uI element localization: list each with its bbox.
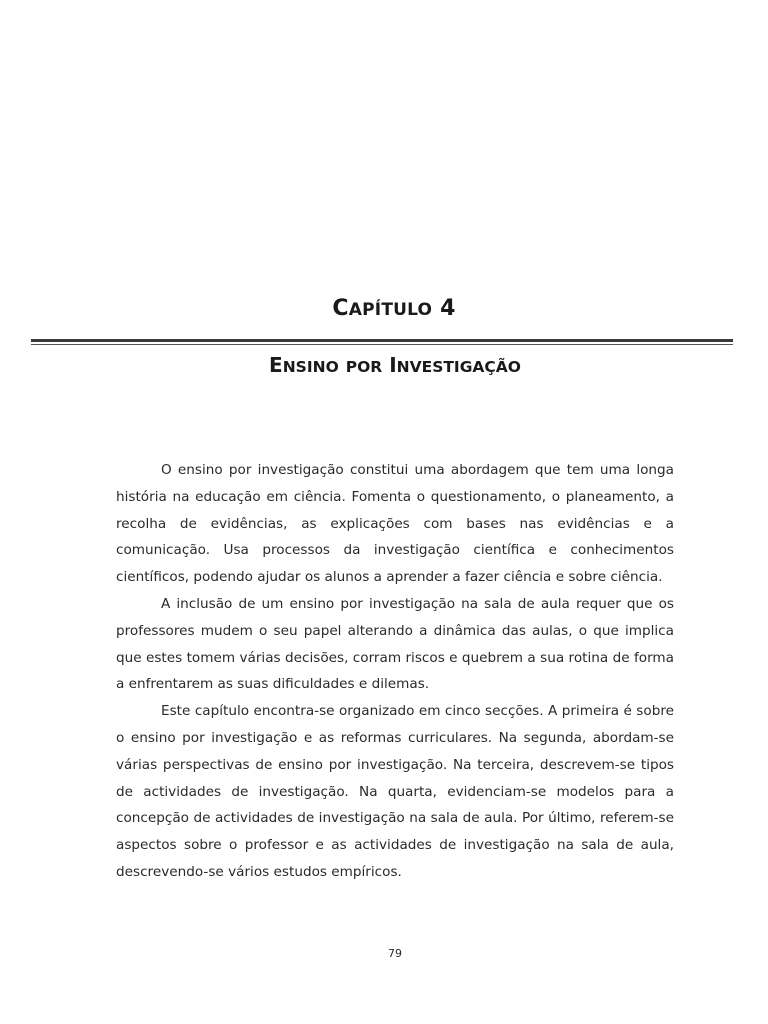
page-number: 79 [388,947,402,960]
title-divider-thin [31,344,733,345]
chapter-label-initial: C [332,296,349,321]
chapter-title [0,353,768,377]
title-word2: POR [345,358,383,376]
chapter-label [0,296,768,321]
paragraph-2: A inclusão de um ensino por investigação na sala de aula requer que os professores mudem o seu papel alterando a dinâmica das aulas, o que implica que estes tomem várias decisões, corram riscos e quebrem a sua rotina de forma a enfrentarem as suas dificuldades e dilemas. [116,595,674,693]
paragraph-1: O ensino por investigação constitui uma abordagem que tem uma longa história na educação em ciência. Fomenta o questionamento, o planeamento, a recolha de evidências, as explicações com bases nas evidências e a comunicação. Usa processos da investigação científica e conhecimentos científicos, podendo ajudar os alunos a aprender a fazer ciência e sobre ciência. [116,462,674,586]
title-word3-rest: NVESTIGAÇÃO [396,358,521,376]
paragraph-3: Este capítulo encontra-se organizado em cinco secções. A primeira é sobre o ensino por investigação e as reformas curriculares. Na segunda, abordam-se várias perspectivas de ensino por investigação. Na terceira, descrevem-se tipos de actividades de investigação. Na quarta, evidenciam-se modelos para a concepção de actividades de investigação na sala de aula. Por último, referem-se aspectos sobre o professor e as actividades de investigação na sala de aula, descrevendo-se vários estudos empíricos. [116,703,674,880]
body-text [116,457,674,886]
title-word1-rest: NSINO [282,358,339,376]
title-word3-initial: I [389,353,397,377]
chapter-number: 4 [440,296,456,321]
chapter-label-rest: APÍTULO [348,300,433,320]
title-divider-thick [31,339,733,342]
title-word1-initial: E [269,353,283,377]
